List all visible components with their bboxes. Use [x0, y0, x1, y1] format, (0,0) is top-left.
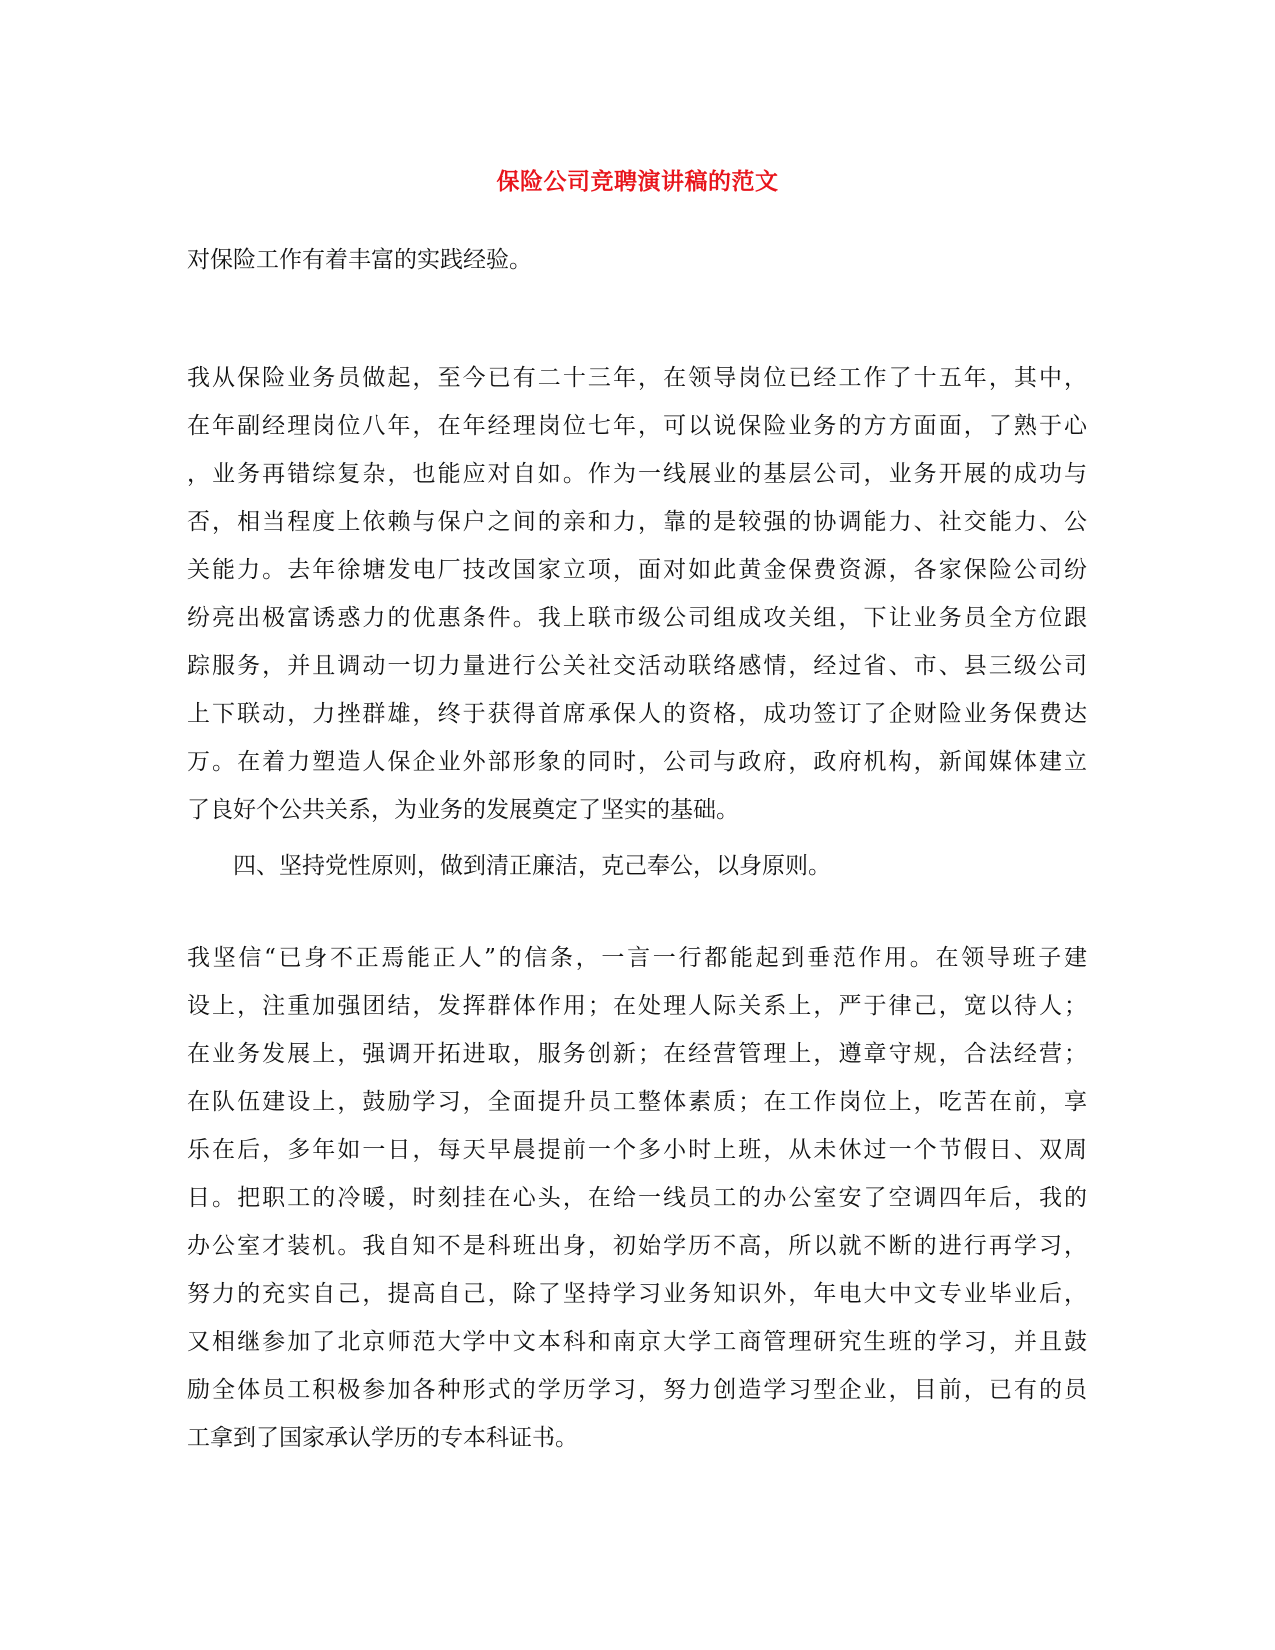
paragraph-line: 了良好个公共关系，为业务的发展奠定了坚实的基础。 — [187, 797, 739, 823]
paragraph-line: 对保险工作有着丰富的实践经验。 — [187, 247, 532, 273]
document-title: 保险公司竞聘演讲稿的范文 — [496, 168, 779, 195]
paragraph-1 — [187, 236, 1087, 284]
paragraph-line: 否，相当程度上依赖与保户之间的亲和力，靠的是较强的协调能力、社交能力、公 — [187, 509, 1087, 535]
paragraph-line: 关能力。去年徐塘发电厂技改国家立项，面对如此黄金保费资源，各家保险公司纷 — [187, 557, 1087, 583]
paragraph-line: 万。在着力塑造人保企业外部形象的同时，公司与政府，政府机构，新闻媒体建立 — [187, 749, 1087, 775]
paragraph-line: 我坚信“已身不正焉能正人”的信条，一言一行都能起到垂范作用。在领导班子建 — [187, 945, 1087, 971]
paragraph-line: 在业务发展上，强调开拓进取，服务创新；在经营管理上，遵章守规，合法经营； — [187, 1041, 1087, 1067]
paragraph-2 — [187, 354, 1087, 834]
paragraph-line: 我从保险业务员做起，至今已有二十三年，在领导岗位已经工作了十五年，其中， — [187, 365, 1087, 391]
paragraph-line: 上下联动，力挫群雄，终于获得首席承保人的资格，成功签订了企财险业务保费达 — [187, 701, 1087, 727]
paragraph-line: 乐在后，多年如一日，每天早晨提前一个多小时上班，从未休过一个节假日、双周 — [187, 1137, 1087, 1163]
paragraph-3-heading — [187, 842, 1087, 890]
paragraph-line: 又相继参加了北京师范大学中文本科和南京大学工商管理研究生班的学习，并且鼓 — [187, 1329, 1087, 1355]
paragraph-line: 纷亮出极富诱惑力的优惠条件。我上联市级公司组成攻关组，下让业务员全方位跟 — [187, 605, 1087, 631]
paragraph-line: ，业务再错综复杂，也能应对自如。作为一线展业的基层公司，业务开展的成功与 — [187, 461, 1087, 487]
paragraph-line: 踪服务，并且调动一切力量进行公关社交活动联络感情，经过省、市、县三级公司 — [187, 653, 1087, 679]
paragraph-4 — [187, 934, 1087, 1462]
paragraph-line: 设上，注重加强团结，发挥群体作用；在处理人际关系上，严于律己，宽以待人； — [187, 993, 1087, 1019]
paragraph-line: 工拿到了国家承认学历的专本科证书。 — [187, 1425, 578, 1451]
section-heading-line: 四、坚持党性原则，做到清正廉洁，克己奉公，以身原则。 — [233, 853, 831, 879]
paragraph-line: 日。把职工的冷暖，时刻挂在心头，在给一线员工的办公室安了空调四年后，我的 — [187, 1185, 1087, 1211]
paragraph-line: 在队伍建设上，鼓励学习，全面提升员工整体素质；在工作岗位上，吃苦在前，享 — [187, 1089, 1087, 1115]
paragraph-line: 努力的充实自己，提高自己，除了坚持学习业务知识外，年电大中文专业毕业后， — [187, 1281, 1087, 1307]
paragraph-line: 励全体员工积极参加各种形式的学历学习，努力创造学习型企业，目前，已有的员 — [187, 1377, 1087, 1403]
paragraph-line: 办公室才装机。我自知不是科班出身，初始学历不高，所以就不断的进行再学习， — [187, 1233, 1087, 1259]
paragraph-line: 在年副经理岗位八年，在年经理岗位七年，可以说保险业务的方方面面，了熟于心 — [187, 413, 1087, 439]
